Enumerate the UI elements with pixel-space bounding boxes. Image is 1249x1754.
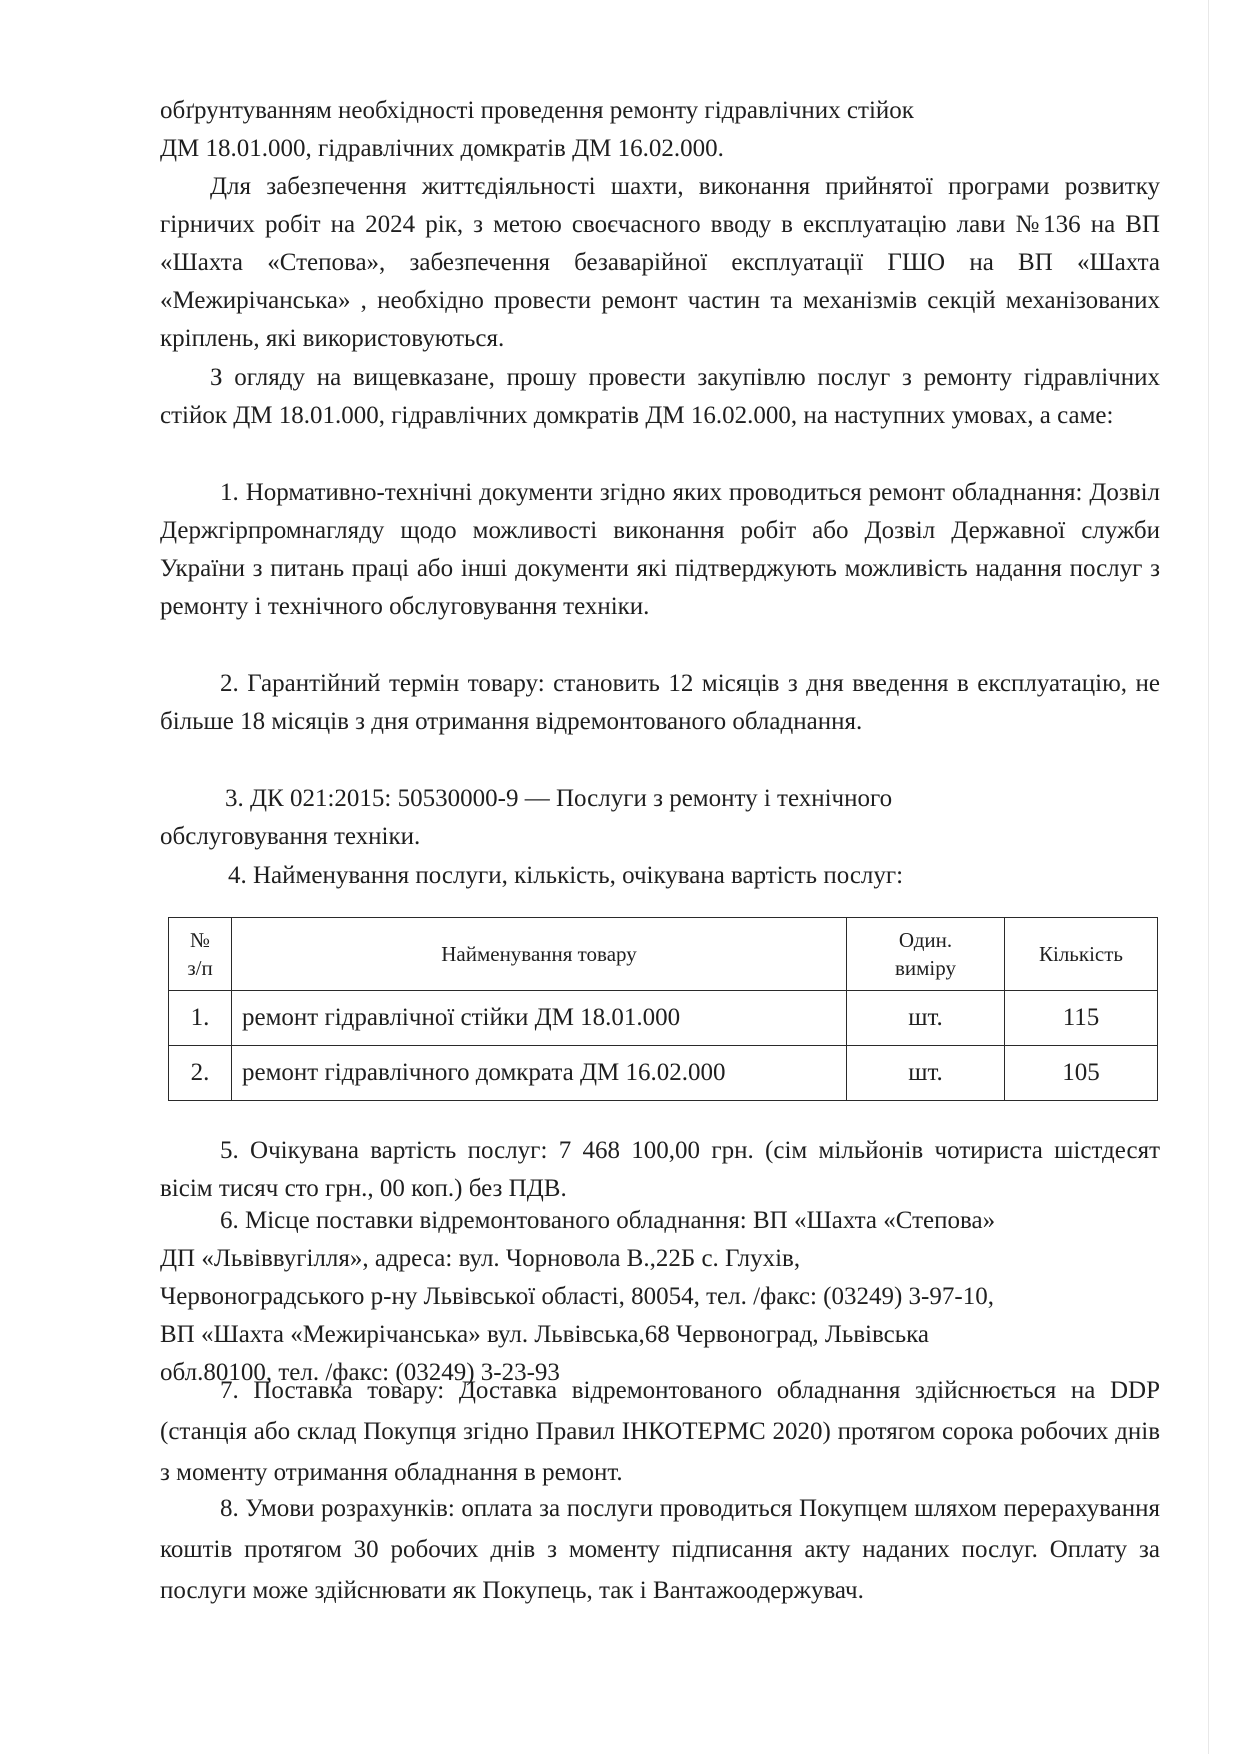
header-number-line2: з/п [187, 956, 213, 980]
row-quantity: 105 [1005, 1046, 1158, 1101]
row-unit: шт. [847, 991, 1005, 1046]
item-2-warranty: 2. Гарантійний термін товару: становить 12 місяців з дня введення в експлуатацію, не більше 18 місяців з дня отримання відремонтованого обладнання. [160, 670, 1160, 735]
item-6-delivery-place [160, 1202, 1160, 1392]
header-unit-line1: Один. [898, 928, 953, 952]
item-3-classifier [160, 780, 1160, 856]
text-line: 6. Місце поставки відремонтованого обладнання: ВП «Шахта «Степова» [220, 1207, 996, 1234]
table-row [169, 991, 1158, 1046]
text-line: ДМ 18.01.000, гідравлічних домкратів ДМ 16.02.000. [160, 135, 724, 162]
item-5-expected-cost: 5. Очікувана вартість послуг: 7 468 100,00 грн. (сім мільйонів чотириста шістдесят вісім тисяч сто грн., 00 коп.) без ПДВ. [160, 1137, 1160, 1202]
header-name: Найменування товару [232, 918, 847, 991]
header-number-line1: № [189, 928, 211, 952]
header-number [169, 918, 232, 991]
item-8-payment-terms: 8. Умови розрахунків: оплата за послуги проводиться Покупцем шляхом перерахування коштів протягом 30 робочих днів з моменту підписання акту наданих послуг. Оплату за послуги може здійснювати як Покупець, так і Вантажоодержувач. [160, 1495, 1160, 1604]
text-line: Червоноградського р-ну Львівської області, 80054, тел. /факс: (03249) 3-97-10, [160, 1283, 994, 1310]
row-unit: шт. [847, 1046, 1005, 1101]
text-line: обґрунтуванням необхідності проведення ремонту гідравлічних стійок [160, 97, 914, 124]
row-quantity: 115 [1005, 991, 1158, 1046]
paragraph-purpose: Для забезпечення життєдіяльності шахти, виконання прийнятої програми розвитку гірничих робіт на 2024 рік, з метою своєчасного вводу в експлуатацію лави №136 на ВП «Шахта «Степова», забезпечення безаварійної експлуатації ГШО на ВП «Шахта «Межирічанська» , необхідно провести ремонт частин та механізмів секцій механізованих кріплень, які використовуються. [160, 173, 1160, 352]
paragraph-justification [160, 92, 1160, 168]
row-number: 2. [169, 1046, 232, 1101]
text-line: ВП «Шахта «Межирічанська» вул. Львівська,68 Червоноград, Львівська [160, 1321, 930, 1348]
text-line: обслуговування техніки. [160, 823, 421, 850]
row-number: 1. [169, 991, 232, 1046]
text-line: обл.80100, тел. /факс: (03249) 3-23-93 [160, 1359, 560, 1386]
goods-table [168, 917, 1158, 1101]
table-row [169, 1046, 1158, 1101]
item-4-heading [160, 857, 1160, 895]
scan-edge-line [1208, 0, 1209, 1754]
text-line: ДП «Львіввугілля», адреса: вул. Чорновола В.,22Б с. Глухів, [160, 1245, 801, 1272]
paragraph-request: З огляду на вищевказане, прошу провести закупівлю послуг з ремонту гідравлічних стійок ДМ 18.01.000, гідравлічних домкратів ДМ 16.02.000, на наступних умовах, а саме: [160, 364, 1160, 429]
row-name: ремонт гідравлічного домкрата ДМ 16.02.000 [232, 1046, 847, 1101]
header-quantity: Кількість [1005, 918, 1158, 991]
header-unit-line2: виміру [894, 956, 956, 980]
item-7-delivery-terms: 7. Поставка товару: Доставка відремонтованого обладнання здійснюється на DDP (станція або склад Покупця згідно Правил ІНКОТЕРМС 2020) протягом сорока робочих днів з моменту отримання обладнання в ремонт. [160, 1377, 1160, 1486]
item-1-normative-documents: 1. Нормативно-технічні документи згідно яких проводиться ремонт обладнання: Дозвіл Держгірпромнагляду щодо можливості виконання робіт або Дозвіл Державної служби України з питань праці або інші документи які підтверджують можливість надання послуг з ремонту і технічного обслуговування техніки. [160, 479, 1160, 620]
text-line: 4. Найменування послуги, кількість, очікувана вартість послуг: [228, 862, 904, 889]
header-unit [847, 918, 1005, 991]
text-line: 3. ДК 021:2015: 50530000-9 — Послуги з ремонту і технічного [225, 785, 893, 812]
table-header-row [169, 918, 1158, 991]
row-name: ремонт гідравлічної стійки ДМ 18.01.000 [232, 991, 847, 1046]
